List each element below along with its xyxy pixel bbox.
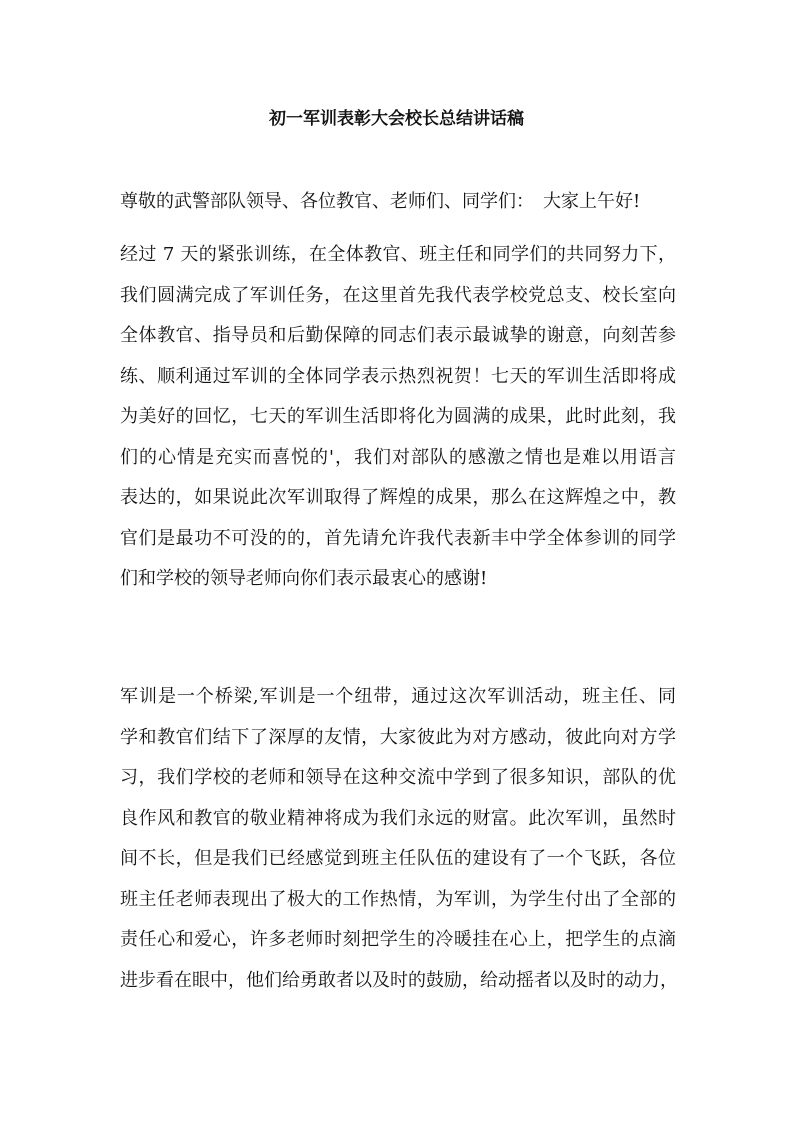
text-line: 官们是最功不可没的的，首先请允许我代表新丰中学全体参训的同学 <box>120 527 676 549</box>
text-line: 间不长，但是我们已经感觉到班主任队伍的建设有了一个飞跃，各位 <box>120 848 676 869</box>
text-line: 为美好的回忆，七天的军训生活即将化为圆满的成果，此时此刻，我 <box>120 406 676 427</box>
text-line: 军训是一个桥梁,军训是一个纽带，通过这次军训活动，班主任、同 <box>120 686 676 707</box>
text-line: 习，我们学校的老师和领导在这种交流中学到了很多知识，部队的优 <box>120 767 676 788</box>
text-line: 们和学校的领导老师向你们表示最衷心的感谢! <box>120 568 488 589</box>
text-line: 进步看在眼中，他们给勇敢者以及时的鼓励，给动摇者以及时的动力， <box>120 969 678 991</box>
text-line: 们的心情是充实而喜悦的'，我们对部队的感激之情也是难以用语言 <box>120 446 676 468</box>
text-line: 学和教官们结下了深厚的友情，大家彼此为对方感动，彼此向对方学 <box>120 726 676 748</box>
text-line: 责任心和爱心，许多老师时刻把学生的冷暖挂在心上，把学生的点滴 <box>120 929 676 950</box>
text-line: 练、顺利通过军训的全体同学表示热烈祝贺！七天的军训生活即将成 <box>120 365 676 387</box>
text-line: 经过 7 天的紧张训练，在全体教官、班主任和同学们的共同努力下， <box>120 244 676 265</box>
text-line: 良作风和教官的敬业精神将成为我们永远的财富。此次军训，虽然时 <box>120 807 676 829</box>
text-line: 我们圆满完成了军训任务，在这里首先我代表学校党总支、校长室向 <box>120 284 676 306</box>
text-line: 班主任老师表现出了极大的工作热情，为军训，为学生付出了全部的 <box>120 888 676 910</box>
paragraph-1 <box>120 241 676 606</box>
text-line: 表达的，如果说此次军训取得了辉煌的成果，那么在这辉煌之中，教 <box>120 487 676 508</box>
text-line: 全体教官、指导员和后勤保障的同志们表示最诚挚的谢意，向刻苦参 <box>120 325 676 346</box>
document-title: 初一军训表彰大会校长总结讲话稿 <box>269 109 524 129</box>
paragraph-2 <box>120 683 676 1007</box>
greeting: 尊敬的武警部队领导、各位教官、老师们、同学们： 大家上午好! <box>120 191 641 212</box>
